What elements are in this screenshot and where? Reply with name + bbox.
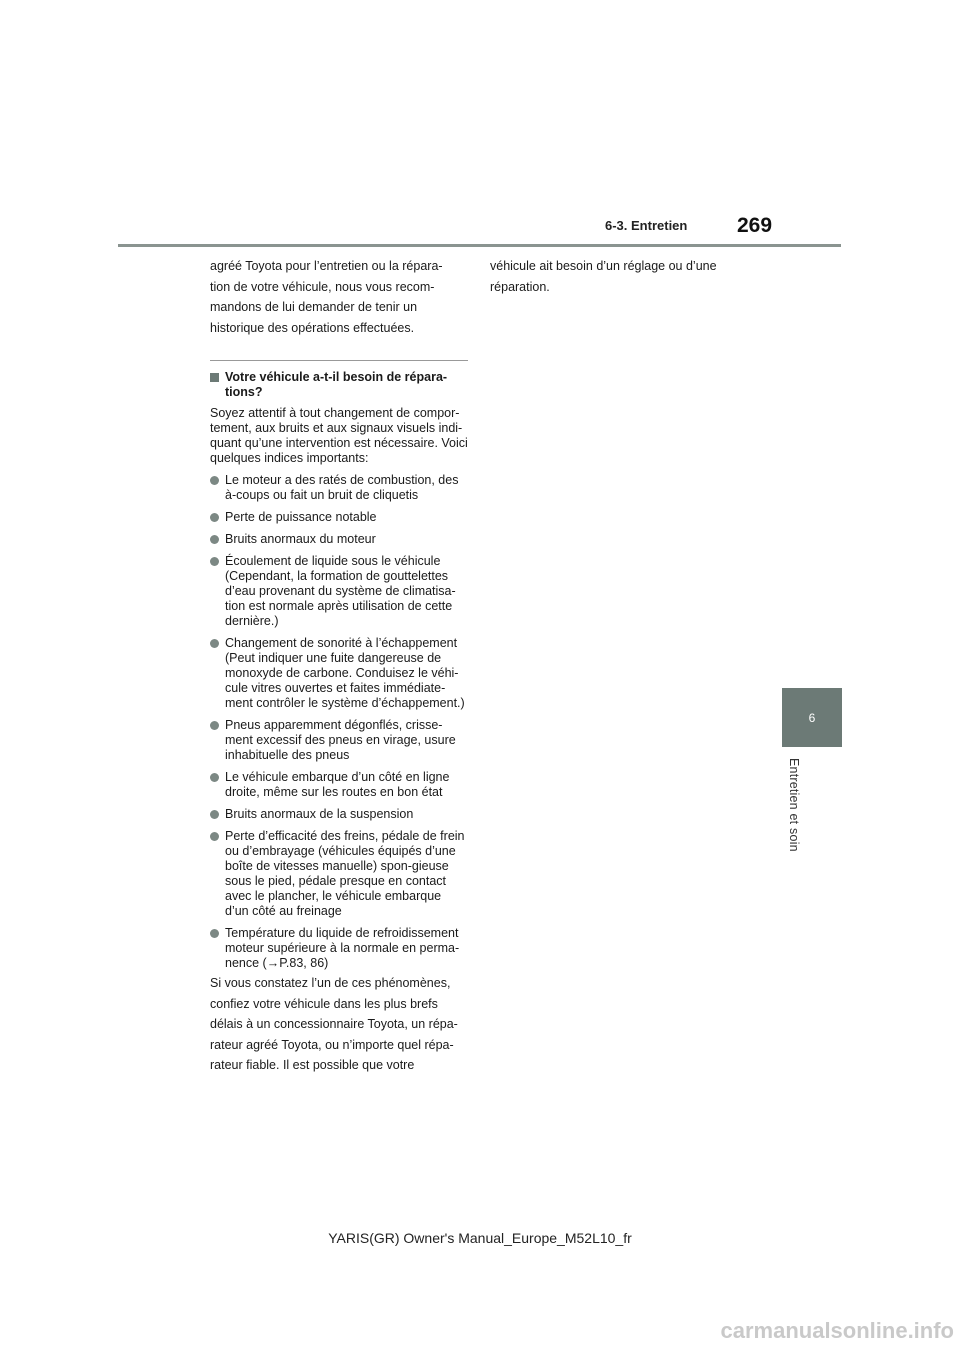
manual-footer: YARIS(GR) Owner's Manual_Europe_M52L10_fr — [328, 1230, 632, 1246]
section-title: 6-3. Entretien — [605, 218, 688, 233]
bullet-dot-icon — [210, 810, 219, 819]
list-item: Le véhicule embarque d’un côté en ligne droite, même sur les routes en bon état — [210, 770, 468, 800]
right-column — [490, 256, 750, 297]
closing-line: Si vous constatez l’un de ces phénomènes, — [210, 976, 451, 990]
chapter-number: 6 — [808, 710, 816, 725]
bullet-dot-icon — [210, 557, 219, 566]
watermark: carmanualsonline.info — [720, 1318, 954, 1343]
closing-line: rateur fiable. Il est possible que votre — [210, 1058, 415, 1072]
intro-line: agréé Toyota pour l’entretien ou la répara- — [210, 259, 443, 273]
section-body: Soyez attentif à tout changement de compor-tement, aux bruits et aux signaux visuels indi-quant qu’une intervention est nécessaire. Voici quelques indices importants: — [210, 406, 468, 465]
list-item: Température du liquide de refroidissement moteur supérieure à la normale en perma-nence (→P.83, 86) — [210, 926, 468, 971]
closing-line: confiez votre véhicule dans les plus brefs — [210, 996, 438, 1011]
body-line: réparation. — [490, 279, 550, 294]
section-divider — [210, 360, 468, 361]
list-item: Bruits anormaux du moteur — [210, 532, 468, 547]
bullet-dot-icon — [210, 929, 219, 938]
closing-line: rateur agréé Toyota, ou n’importe quel répa- — [210, 1037, 454, 1052]
intro-line: historique des opérations effectuées. — [210, 320, 415, 335]
intro-line: tion de votre véhicule, nous vous recom- — [210, 279, 435, 294]
bullet-dot-icon — [210, 639, 219, 648]
body-line: véhicule ait besoin d’un réglage ou d’une — [490, 259, 717, 273]
bullet-dot-icon — [210, 476, 219, 485]
symptom-list — [210, 473, 468, 971]
closing-line: délais à un concessionnaire Toyota, un répa- — [210, 1017, 458, 1031]
page-number: 269 — [737, 214, 773, 237]
bullet-dot-icon — [210, 535, 219, 544]
list-item: Pneus apparemment dégonflés, crisse-ment excessif des pneus en virage, usure inhabituelle des pneus — [210, 718, 468, 763]
list-item: Changement de sonorité à l’échappement (Peut indiquer une fuite dangereuse de monoxyde de carbone. Conduisez le véhi-cule vitres ouvertes et faites immédiate-ment contrôler le système d’échappement.) — [210, 636, 468, 711]
left-column — [210, 256, 468, 1076]
closing-paragraph — [210, 973, 468, 1076]
intro-line: mandons de lui demander de tenir un — [210, 300, 418, 314]
bullet-dot-icon — [210, 513, 219, 522]
list-item: Bruits anormaux de la suspension — [210, 807, 468, 822]
bullet-dot-icon — [210, 773, 219, 782]
list-item: Perte d’efficacité des freins, pédale de frein ou d’embrayage (véhicules équipés d’une boîte de vitesses manuelle) spon-gieuse sous le pied, pédale presque en contact avec le plancher, le véhicule embarque d’un côté au freinage — [210, 829, 468, 919]
bullet-dot-icon — [210, 721, 219, 730]
chapter-label: Entretien et soin — [787, 758, 801, 852]
chapter-tab[interactable] — [782, 688, 842, 747]
bullet-dot-icon — [210, 832, 219, 841]
list-item: Le moteur a des ratés de combustion, des à-coups ou fait un bruit de cliquetis — [210, 473, 468, 503]
header-divider — [118, 244, 841, 247]
square-bullet-icon — [210, 373, 219, 382]
list-item: Écoulement de liquide sous le véhicule (Cependant, la formation de gouttelettes d’eau provenant du système de climatisa-tion est normale après utilisation de cette dernière.) — [210, 554, 468, 629]
section-heading-text: Votre véhicule a-t-il besoin de répara-tions? — [225, 370, 448, 399]
section-heading — [210, 370, 468, 400]
list-item: Perte de puissance notable — [210, 510, 468, 525]
